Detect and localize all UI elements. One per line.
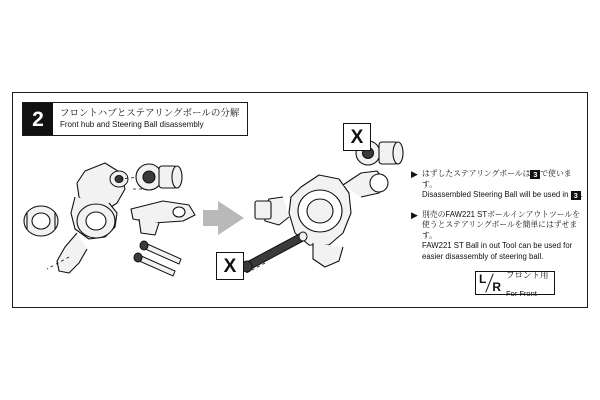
note-japanese: [422, 169, 583, 190]
badge-japanese: フロント用: [506, 270, 549, 281]
step-number: 2: [23, 103, 53, 135]
lr-right-letter: R: [492, 280, 501, 294]
note-japanese-line-2: 使うとステアリングボールを簡単にはずせます。: [422, 220, 578, 240]
instruction-panel: [12, 92, 588, 308]
note-body: [422, 210, 583, 263]
note-en-ref-box: 3: [571, 191, 581, 200]
lr-mark: [479, 273, 501, 293]
notes-list: [411, 169, 583, 271]
note-english-line-1: FAW221 ST Ball in out Tool can be used for: [422, 241, 573, 250]
note-bullet-icon: ▶: [411, 209, 418, 220]
note-jp-prefix: はずしたステアリングボールは: [422, 169, 531, 178]
step-title-japanese: フロントハブとステアリングボールの分解: [60, 107, 240, 119]
callout-x-top: X: [343, 123, 371, 151]
callout-x-bottom: X: [216, 252, 244, 280]
note-item: [411, 169, 583, 201]
lr-left-letter: L: [479, 272, 487, 286]
note-jp-suffix: で使います。: [422, 169, 572, 189]
step-title-english: Front hub and Steering Ball disassembly: [60, 119, 204, 129]
note-japanese-line-1: 別売のFAW221 STボールインアウトツールを: [422, 209, 580, 219]
note-en-prefix: Disassembled Steering Ball will be used in: [422, 190, 571, 199]
badge-english: For Front: [506, 289, 537, 298]
front-side-badge: [475, 270, 555, 298]
note-english-line-2: easier disassembly of steering ball.: [422, 251, 544, 261]
lr-text-group: [506, 265, 549, 300]
note-body: [422, 169, 583, 201]
note-item: [411, 210, 583, 263]
note-jp-ref-box: 3: [530, 170, 540, 179]
note-en-suffix: .: [580, 190, 583, 199]
note-bullet-icon: ▶: [411, 169, 418, 179]
note-english: [422, 190, 583, 201]
